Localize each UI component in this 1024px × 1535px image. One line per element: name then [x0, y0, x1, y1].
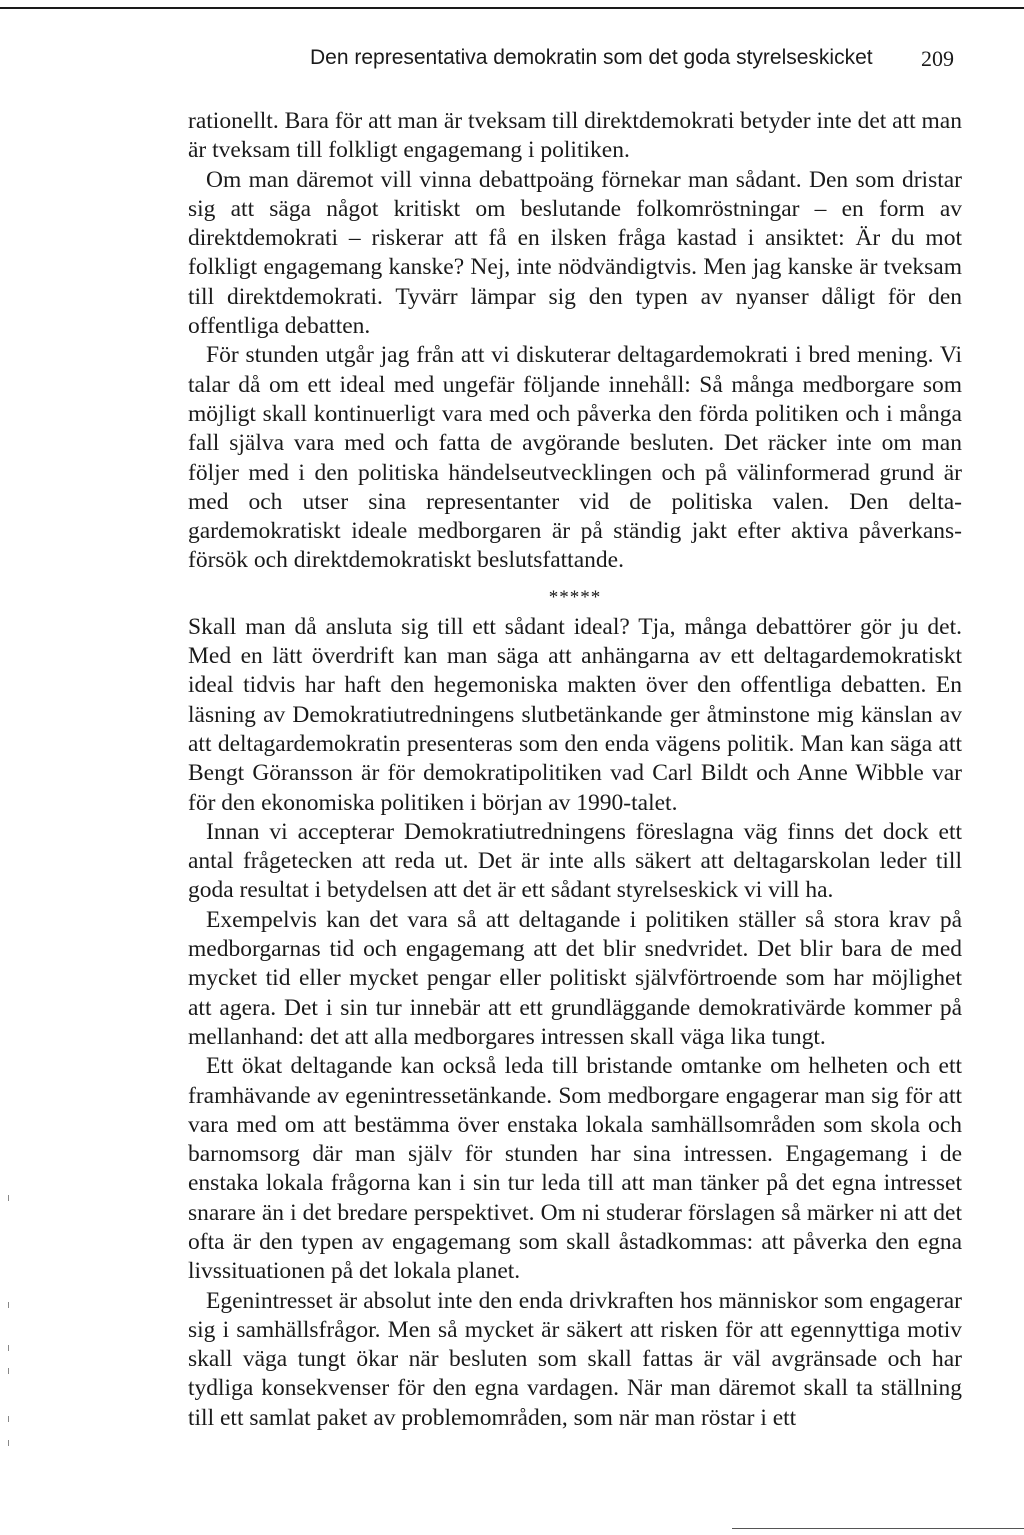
- section-separator: *****: [548, 586, 602, 608]
- scan-edge-mark: [8, 1416, 9, 1422]
- paragraph: Innan vi accepterar Demokratiutredningens föreslagna väg finns det dock ett antal frågetecken att reda ut. Det är inte alls säkert att deltagarskolan leder till goda resultat i betydelsen att det är ett sådant styrelseskick vi vill ha.: [188, 818, 962, 904]
- paragraph: Om man däremot vill vinna debattpoäng förnekar man sådant. Den som dristar sig att säga något kritiskt om beslutande folkomröstningar – en form av direktdemokrati – riskerar att få en ilsken fråga kastad i ansiktet: Är du mot folkligt engagemang kanske? Nej, inte nödvändigtvis. Men jag kanske är tveksam till direktdemokrati. Tyvärr lämpar sig den typen av nyanser dåligt för den offentliga debatten.: [188, 166, 962, 340]
- scan-edge-mark: [8, 1345, 9, 1351]
- running-head-title: Den representativa demokratin som det goda styrelseskicket: [310, 46, 873, 69]
- scan-edge-mark: [8, 1195, 9, 1201]
- page-number: 209: [921, 46, 954, 71]
- paragraph: Egenintresset är absolut inte den enda drivkraften hos människor som engagerar sig i samhällsfrågor. Men så mycket är säkert att risken för att egennyttiga motiv skall väga tungt ökar när besluten som skall fattas är väl avgränsade och har tydliga konsekvenser för den egna vardagen. När man däremot skall ta ställning till ett samlat paket av problemområden, som när man röstar i ett: [188, 1287, 962, 1431]
- scan-edge-mark: [8, 1440, 9, 1446]
- paragraph: rationellt. Bara för att man är tveksam till direktdemokrati betyder inte det att man är tveksam till folkligt engagemang i politiken.: [188, 108, 962, 164]
- paragraph: Skall man då ansluta sig till ett sådant ideal? Tja, många debattörer gör ju det. Med en lätt överdrift kan man säga att anhängarna av ett deltagardemokratiskt ideal tidvis har haft den hegemoniska makten över den offentliga debatten. En läsning av Demokratiutredningens slutbetänkande ger åtminstone mig känslan av att deltagardemokratin presenteras som den enda vägens politik. Man kan säga att Bengt Göransson är för demokratipolitiken vad Carl Bildt och Anne Wibble var för den ekonomiska politiken i början av 1990-talet.: [188, 613, 962, 816]
- paragraph: För stunden utgår jag från att vi diskuterar deltagardemokrati i bred mening. Vi talar då om ett ideal med ungefär följande innehåll: Så många medborgare som möjligt skall kontinuerligt vara med och påverka den förda politiken och i många fall själva vara med och fatta de avgörande besluten. Det räcker inte om man följer med i den politiska händelseutvecklingen och på välinformerad grund är med och utser sina representanter vid de politiska valen. Den deltagardemokratiskt ideale medborgaren är på ständig jakt efter aktiva påverkansförsök och direktdemokratiskt beslutsfattande.: [188, 342, 962, 574]
- paragraph: Ett ökat deltagande kan också leda till bristande omtanke om helheten och ett framhävande av egenintressetänkande. Som medborgare engagerar man sig för att vara med om att bestämma över enstaka lokala samhällsområden som skola och barnomsorg där man själv för stunden har sina intressen. Engagemang i de enstaka lokala frågorna kan i sin tur leda till att man tänker på det egna intresset snarare än i det bredare perspektivet. Om ni studerar förslagen så märker ni att det ofta är den typen av engagemang som skall åstadkommas: att påverka den egna livssituationen på det lokala planet.: [188, 1053, 962, 1285]
- top-rule: [0, 7, 1024, 9]
- scan-edge-mark: [8, 1302, 9, 1308]
- running-head: [188, 46, 960, 78]
- paragraph: Exempelvis kan det vara så att deltagande i politiken ställer så stora krav på medborgarnas tid och engagemang att det blir snedvridet. Det blir bara de med mycket tid eller mycket pengar eller politiskt självförtroende som har möjlighet att agera. Det i sin tur innebär att ett grundläggande demokrativärde kommer på mellanhand: det att alla medborgares intressen skall väga lika tungt.: [188, 906, 962, 1050]
- bottom-rule: [732, 1528, 1024, 1529]
- scan-edge-mark: [8, 1368, 9, 1374]
- body-text: [188, 107, 962, 1433]
